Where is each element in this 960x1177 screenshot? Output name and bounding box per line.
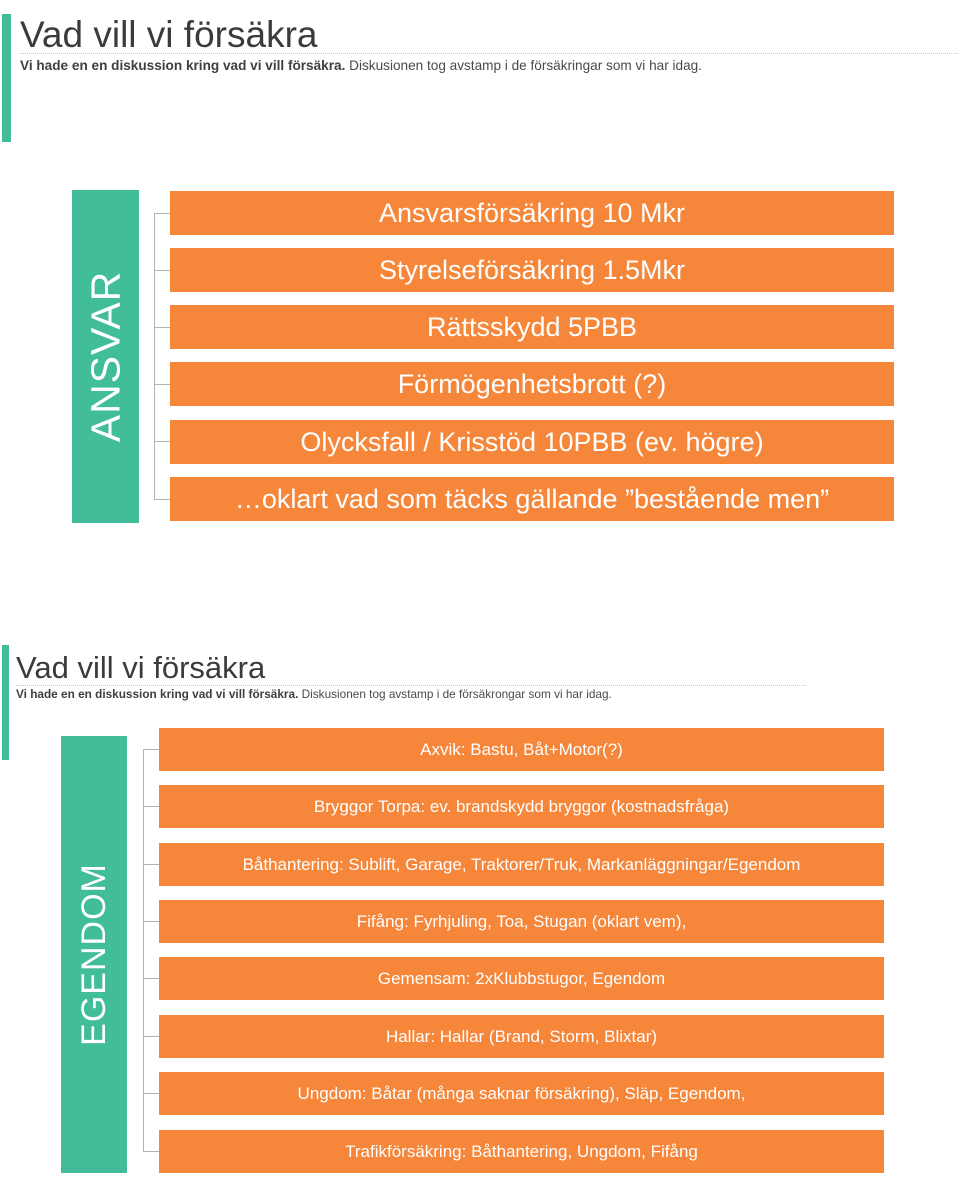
- section2-title: Vad vill vi försäkra: [16, 650, 266, 685]
- section2-item: Ungdom: Båtar (många saknar försäkring), Släp, Egendom,: [159, 1072, 884, 1115]
- section2-category-box: [61, 736, 127, 1173]
- section2-branch: [143, 1093, 159, 1094]
- section1-title: Vad vill vi försäkra: [20, 14, 318, 55]
- section1-title-rule: [20, 53, 958, 54]
- section1-branch: [154, 327, 170, 328]
- section2-branch: [143, 806, 159, 807]
- section2-branch: [143, 1036, 159, 1037]
- section2-category-label: EGENDOM: [74, 863, 113, 1046]
- section1-item: Styrelseförsäkring 1.5Mkr: [170, 248, 894, 292]
- section1-accent-bar: [2, 14, 11, 142]
- section1-branch: [154, 213, 170, 214]
- section1-branch: [154, 270, 170, 271]
- section1-subtitle-bold: Vi hade en en diskussion kring vad vi vill försäkra.: [20, 58, 346, 73]
- section2-item: Trafikförsäkring: Båthantering, Ungdom, Fifång: [159, 1130, 884, 1173]
- section1-item: Ansvarsförsäkring 10 Mkr: [170, 191, 894, 235]
- section1-item: Olycksfall / Krisstöd 10PBB (ev. högre): [170, 420, 894, 464]
- section1-item: …oklart vad som täcks gällande ”bestående men”: [170, 477, 894, 521]
- section1-branch: [154, 499, 170, 500]
- section1-branch: [154, 441, 170, 442]
- section2-branch: [143, 921, 159, 922]
- section1-category-box: [72, 190, 139, 523]
- section1-branch: [154, 384, 170, 385]
- section2-item: Axvik: Bastu, Båt+Motor(?): [159, 728, 884, 771]
- section2-subtitle-rest: Diskusionen tog avstamp i de försäkrongar som vi har idag.: [298, 687, 612, 701]
- section2-item: Båthantering: Sublift, Garage, Traktorer/Truk, Markanläggningar/Egendom: [159, 843, 884, 886]
- section2-branch: [143, 978, 159, 979]
- section1-category-label: ANSVAR: [82, 270, 128, 443]
- section2-branch: [143, 749, 159, 750]
- section2-accent-bar: [2, 645, 9, 760]
- section2-item: Fifång: Fyrhjuling, Toa, Stugan (oklart vem),: [159, 900, 884, 943]
- section2-tree-connector: [143, 749, 144, 1151]
- section2-branch: [143, 1151, 159, 1152]
- section2-item: Hallar: Hallar (Brand, Storm, Blixtar): [159, 1015, 884, 1058]
- section2-subtitle-bold: Vi hade en en diskussion kring vad vi vill försäkra.: [16, 687, 299, 701]
- section2-title-rule: [16, 685, 806, 686]
- section1-subtitle: [20, 58, 702, 74]
- section1-subtitle-rest: Diskusionen tog avstamp i de försäkringar som vi har idag.: [345, 58, 702, 73]
- section2-branch: [143, 864, 159, 865]
- section1-item: Förmögenhetsbrott (?): [170, 362, 894, 406]
- section2-subtitle: [16, 687, 612, 701]
- section2-item: Bryggor Torpa: ev. brandskydd bryggor (kostnadsfråga): [159, 785, 884, 828]
- section2-item: Gemensam: 2xKlubbstugor, Egendom: [159, 957, 884, 1000]
- section1-tree-connector: [154, 213, 155, 499]
- section1-item: Rättsskydd 5PBB: [170, 305, 894, 349]
